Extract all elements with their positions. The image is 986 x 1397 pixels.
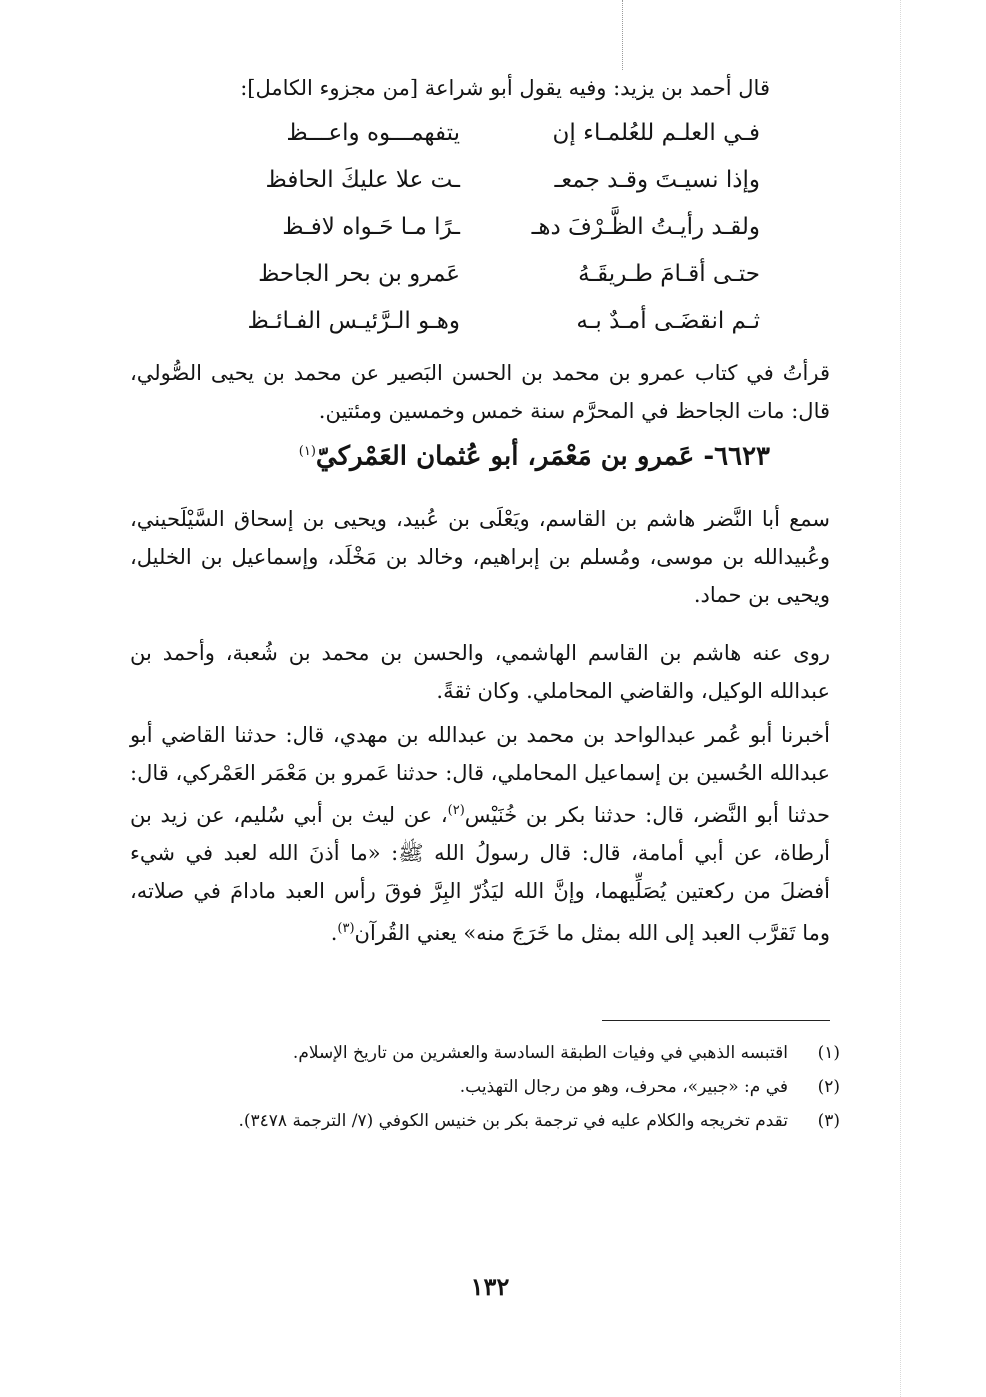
verse-line (200, 261, 760, 301)
entry-title: - عَمرو بن مَعْمَر، أبو عُثمان العَمْركيّ (315, 441, 715, 472)
paragraph-hadith (130, 716, 830, 952)
verse-second-hemistich: ـت علا عليكَ الحافظ (265, 167, 460, 193)
verse-second-hemistich: عَمرو بن بحر الجاحظ (258, 261, 460, 287)
verse-first-hemistich: ثـم انقضَـى أمـدٌ بـه (576, 308, 760, 334)
verse-second-hemistich: ـرًا مـا حَـواه لافـظ (282, 214, 460, 240)
footnote-separator (602, 1020, 830, 1021)
verse-second-hemistich: يتفهمـــوه واعـــظ (286, 120, 460, 146)
footnote-ref-1: (١) (298, 444, 316, 459)
footnote-text: في م: «جبير»، محرف، وهو من رجال التهذيب. (459, 1077, 788, 1097)
footnote-number: (٣) (817, 1111, 840, 1131)
page-number: ١٣٢ (470, 1272, 510, 1301)
paragraph-teachers: سمع أبا النَّضر هاشم بن القاسم، ويَعْلَى بن عُبيد، ويحيى بن إسحاق السَّيْلَحيني، وعُبيدالله بن موسى، ومُسلم بن إبراهيم، وخالد بن مَخْلَد، وإسماعيل بن الخليل، ويحيى بن حماد. (130, 507, 830, 607)
scan-margin-mark (622, 0, 623, 70)
verse-line (200, 120, 760, 160)
footnote-text: تقدم تخريجه والكلام عليه في ترجمة بكر بن خنيس الكوفي (٧/ الترجمة ٣٤٧٨). (238, 1111, 788, 1131)
footnote-number: (٢) (817, 1077, 840, 1097)
footnote (160, 1074, 840, 1100)
entry-number: ٦٦٢٣ (714, 441, 770, 472)
footnote (160, 1108, 840, 1134)
verse-second-hemistich: وهـو الـرَّئيـس الفـائـظ (247, 308, 460, 334)
paragraph-students: روى عنه هاشم بن القاسم الهاشمي، والحسن بن محمد بن شُعبة، وأحمد بن عبدالله الوكيل، والقاضي المحاملي. وكان ثقةً. (130, 641, 830, 703)
hadith-text-end: . (330, 921, 338, 945)
footnote-number: (١) (817, 1043, 840, 1063)
hadith-text-part1: أخبرنا أبو عُمر عبدالواحد بن محمد بن عبدالله بن مهدي، قال: حدثنا القاضي أبو عبدالله الحُسين بن إسماعيل المحاملي، قال: حدثنا عَمرو بن مَعْمَر العَمْركي، قال: حدثنا أبو النَّضر، قال: حدثنا بكر بن خُنَيْس (130, 723, 830, 827)
footnote (160, 1040, 840, 1066)
intro-line: قال أحمد بن يزيد: وفيه يقول أبو شراعة [من مجزوء الكامل]: (240, 76, 770, 100)
footnote-text: اقتبسه الذهبي في وفيات الطبقة السادسة والعشرين من تاريخ الإسلام. (292, 1043, 788, 1063)
verse-line (200, 308, 760, 348)
hadith-text-part2: ، عن ليث بن أبي سُليم، عن زيد بن أرطاة، عن أبي أمامة، قال: قال رسولُ الله ﷺ: «ما أذنَ الله لعبد في شيء أفضلَ من ركعتين يُصَلِّيهما، وإنَّ الله ليَذُرّ البِرَّ فوقَ رأس العبد مادامَ في صلاته، وما تَقرَّب العبد إلى الله بمثل ما خَرَجَ منه» يعني القُرآن (130, 803, 830, 945)
verse-line (200, 214, 760, 254)
verse-line (200, 167, 760, 207)
paragraph-death-note: قرأتُ في كتاب عمرو بن محمد بن الحسن البَصير عن محمد بن يحيى الصُّولي، قال: مات الجاحظ في المحرَّم سنة خمس وخمسين ومئتين. (130, 361, 830, 423)
entry-heading (200, 432, 770, 477)
footnote-ref-3: (٣) (337, 921, 355, 936)
footnote-ref-2: (٢) (447, 803, 465, 818)
verse-first-hemistich: وإذا نسيـتَ وقـد جمعـ (554, 167, 760, 193)
verse-first-hemistich: حتـى أقـامَ طـريقَـهُ (578, 261, 760, 287)
verse-first-hemistich: ولقـد رأيـتُ الظَّـرْفَ دهـ (531, 214, 760, 240)
verse-first-hemistich: فـي العلـم للعُلمـاء إن (552, 120, 760, 146)
scan-margin-mark (900, 0, 901, 1397)
